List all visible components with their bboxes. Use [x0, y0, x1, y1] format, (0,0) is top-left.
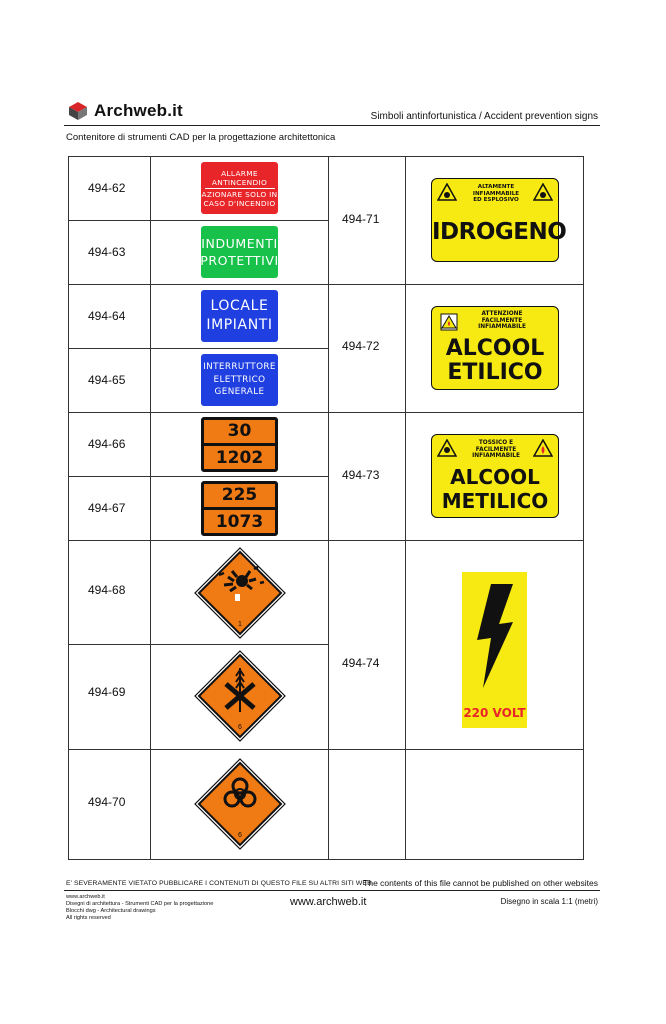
class-number: 1 [238, 621, 242, 628]
toxic-triangle-icon [437, 439, 457, 457]
brand-name: Archweb.it [94, 101, 183, 120]
sign-main-text [432, 465, 558, 513]
lightning-bolt-icon [469, 582, 521, 690]
flammable-triangle-icon [533, 439, 553, 457]
table-divider [405, 156, 406, 860]
table-divider [68, 348, 328, 349]
sign-text: ALCOOL [450, 465, 540, 489]
sign-un-number: 1073 [215, 512, 264, 532]
footer-warning-en: The contents of this file cannot be published on other websites [363, 878, 598, 888]
sign-text: LOCALE [210, 298, 269, 314]
sign-idrogeno [431, 178, 567, 262]
sign-alcool-etilico [431, 306, 559, 390]
sign-main-text [432, 337, 558, 385]
sign-un-number: 1202 [215, 448, 264, 468]
sign-text: INTERRUTTORE [203, 362, 276, 373]
table-divider [68, 220, 328, 221]
toxic-diamond-icon [194, 650, 286, 742]
row-code: 494-69 [88, 685, 126, 699]
row-code: 494-72 [342, 339, 380, 353]
footer-rule [64, 890, 600, 891]
sign-table [68, 156, 584, 860]
biohazard-diamond-icon [194, 758, 286, 850]
warning-triangle-icon [533, 183, 553, 201]
sign-text: GENERALE [214, 387, 265, 398]
header-rule [64, 125, 600, 126]
row-code: 494-62 [88, 181, 126, 195]
footer-scale: Disegno in scala 1:1 (metri) [500, 897, 598, 906]
row-code: 494-67 [88, 501, 126, 515]
sign-text: ATTENZIONE [481, 311, 523, 317]
row-code: 494-70 [88, 795, 126, 809]
warning-triangle-icon [437, 183, 457, 201]
sign-text: TOSSICO E [478, 440, 514, 446]
class-number: 6 [238, 724, 242, 731]
sign-warning-text [462, 311, 542, 331]
flammable-icon [440, 313, 458, 331]
sign-warning-text [458, 184, 534, 204]
table-divider [68, 412, 584, 413]
sign-text: METILICO [441, 489, 549, 513]
sign-text: ETILICO [447, 360, 543, 385]
footer-small-text: All rights reserved [66, 915, 111, 921]
footer-small-text: www.archweb.it [66, 894, 105, 900]
footer-url[interactable]: www.archweb.it [290, 896, 367, 908]
row-code: 494-63 [88, 245, 126, 259]
row-code: 494-64 [88, 309, 126, 323]
sign-text: FACILMENTE [475, 446, 517, 453]
sign-text: PROTETTIVI [200, 253, 279, 268]
row-code: 494-71 [342, 212, 380, 226]
sign-text: ALTAMENTE [477, 184, 515, 190]
table-divider [68, 644, 328, 645]
sign-text: AZIONARE SOLO IN [201, 189, 278, 199]
explosive-diamond-icon [194, 547, 286, 639]
sign-text: ED ESPLOSIVO [473, 197, 519, 203]
sign-text: ALCOOL [445, 336, 545, 361]
sign-divider [205, 188, 275, 189]
row-code: 494-74 [342, 656, 380, 670]
sign-text: CASO D'INCENDIO [203, 198, 276, 208]
sign-text: INDUMENTI [201, 236, 278, 251]
sign-locale-impianti [201, 290, 278, 342]
sign-text: IMPIANTI [206, 317, 273, 333]
sign-text: ELETTRICO [213, 374, 266, 385]
sign-220-volt [462, 572, 527, 728]
sign-warning-text [458, 440, 534, 460]
table-divider [328, 156, 329, 860]
sign-text: ANTINCENDIO [211, 177, 268, 187]
row-code: 494-65 [88, 373, 126, 387]
sign-alcool-metilico [431, 434, 559, 518]
row-code: 494-66 [88, 437, 126, 451]
sign-hazard-225-1073 [201, 481, 278, 536]
footer-small-text: Disegni di architettura - Strumenti CAD per la progettazione [66, 901, 214, 907]
archweb-logo-icon [68, 101, 88, 121]
footer-small-text: Blocchi dwg - Architectural drawings [66, 908, 156, 914]
table-divider [68, 749, 584, 750]
footer-warning-it: E' SEVERAMENTE VIETATO PUBBLICARE I CONTENUTI DI QUESTO FILE SU ALTRI SITI WEB [66, 880, 372, 887]
sign-text: INFIAMMABILE [472, 190, 520, 197]
sign-main-text: IDROGENO [432, 219, 567, 245]
sign-hazard-30-1202 [201, 417, 278, 472]
row-code: 494-68 [88, 583, 126, 597]
table-divider [68, 284, 584, 285]
sign-text: ALLARME [221, 168, 258, 178]
row-code: 494-73 [342, 468, 380, 482]
table-divider [68, 476, 328, 477]
sign-hazard-id: 30 [227, 421, 252, 441]
sign-interruttore-elettrico [201, 354, 278, 406]
sign-allarme-antincendio [201, 162, 278, 214]
sign-text: INFIAMMABILE [472, 453, 520, 460]
table-divider [150, 156, 151, 860]
page-subtitle: Contenitore di strumenti CAD per la progettazione architettonica [66, 132, 336, 143]
sign-hazard-id: 225 [221, 485, 258, 505]
header-title: Simboli antinfortunistica / Accident prevention signs [370, 111, 598, 122]
sign-text: INFIAMMABILE [478, 324, 526, 331]
table-divider [68, 540, 584, 541]
sign-indumenti-protettivi [201, 226, 278, 278]
class-number: 6 [238, 832, 242, 839]
sign-voltage-text: 220 VOLT [463, 706, 526, 720]
sign-text: FACILMENTE [481, 317, 523, 324]
